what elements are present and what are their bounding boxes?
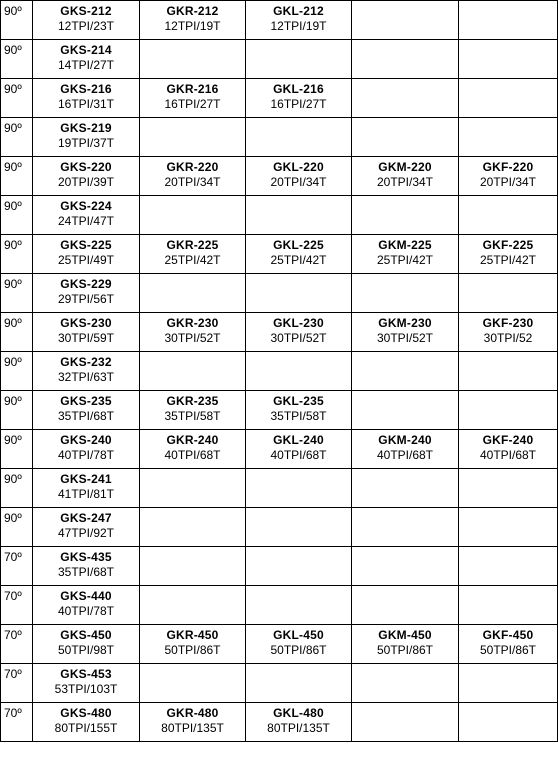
model-cell: [33, 235, 140, 274]
model-cell: [246, 352, 352, 391]
model-cell: [352, 469, 459, 508]
table-row: [1, 391, 558, 430]
model-cell: [459, 1, 558, 40]
model-cell: [33, 274, 140, 313]
model-spec: 19TPI/37T: [57, 136, 115, 150]
table-row: [1, 118, 558, 157]
model-cell: [459, 430, 558, 469]
model-spec: 25TPI/42T: [479, 253, 537, 267]
model-cell: [246, 508, 352, 547]
model-code: GKL-212: [273, 4, 324, 18]
model-cell: [246, 547, 352, 586]
model-spec: 40TPI/78T: [57, 604, 115, 618]
model-code: GKL-240: [273, 433, 324, 447]
table-row: [1, 469, 558, 508]
model-cell: [459, 586, 558, 625]
angle-cell: 90º: [1, 313, 33, 352]
model-cell: [246, 664, 352, 703]
model-cell: [33, 196, 140, 235]
table-row: [1, 547, 558, 586]
model-spec: 30TPI/52T: [270, 331, 327, 345]
table-body: [1, 1, 558, 742]
table-row: [1, 157, 558, 196]
model-code: GKS-480: [60, 706, 112, 720]
table-row: [1, 235, 558, 274]
model-cell: [33, 586, 140, 625]
model-cell: [246, 586, 352, 625]
model-code: GKS-232: [60, 355, 112, 369]
model-spec: 41TPI/81T: [57, 487, 115, 501]
model-spec: 16TPI/27T: [270, 97, 327, 111]
model-cell: [459, 274, 558, 313]
model-spec: 80TPI/135T: [161, 721, 224, 735]
model-cell: [140, 1, 246, 40]
model-code: GKR-240: [166, 433, 219, 447]
table-row: [1, 79, 558, 118]
model-spec: 50TPI/86T: [270, 643, 327, 657]
model-cell: [352, 508, 459, 547]
model-cell: [140, 430, 246, 469]
model-cell: [352, 547, 459, 586]
model-code: GKR-225: [166, 238, 219, 252]
model-cell: [140, 586, 246, 625]
model-code: GKF-220: [482, 160, 534, 174]
model-cell: [33, 430, 140, 469]
model-code: GKR-216: [166, 82, 219, 96]
model-cell: [246, 313, 352, 352]
model-cell: [352, 664, 459, 703]
model-spec: 16TPI/27T: [164, 97, 221, 111]
model-cell: [459, 352, 558, 391]
model-cell: [140, 118, 246, 157]
model-cell: [459, 157, 558, 196]
model-code: GKL-450: [273, 628, 324, 642]
angle-cell: 90º: [1, 40, 33, 79]
angle-cell: 90º: [1, 508, 33, 547]
model-code: GKR-230: [166, 316, 219, 330]
model-cell: [246, 703, 352, 742]
model-spec: 35TPI/58T: [164, 409, 221, 423]
model-code: GKS-219: [60, 121, 112, 135]
model-cell: [246, 625, 352, 664]
model-spec: 12TPI/19T: [270, 19, 327, 33]
model-cell: [140, 664, 246, 703]
model-cell: [246, 196, 352, 235]
model-cell: [459, 235, 558, 274]
model-cell: [246, 235, 352, 274]
model-cell: [459, 118, 558, 157]
model-code: GKR-220: [166, 160, 219, 174]
model-code: GKS-230: [60, 316, 112, 330]
model-code: GKF-240: [482, 433, 534, 447]
model-cell: [33, 469, 140, 508]
model-spec: 47TPI/92T: [57, 526, 115, 540]
model-cell: [33, 508, 140, 547]
model-code: GKM-225: [378, 238, 432, 252]
model-code: GKS-440: [60, 589, 112, 603]
model-spec: 25TPI/49T: [57, 253, 115, 267]
model-spec: 25TPI/42T: [164, 253, 221, 267]
angle-cell: 70º: [1, 625, 33, 664]
model-code: GKR-212: [166, 4, 219, 18]
model-cell: [352, 79, 459, 118]
model-cell: [140, 196, 246, 235]
model-code: GKL-480: [273, 706, 324, 720]
table-row: [1, 586, 558, 625]
angle-cell: 70º: [1, 586, 33, 625]
model-cell: [352, 703, 459, 742]
model-cell: [459, 469, 558, 508]
angle-cell: 90º: [1, 274, 33, 313]
table-row: [1, 196, 558, 235]
model-cell: [352, 586, 459, 625]
model-cell: [352, 352, 459, 391]
model-cell: [352, 118, 459, 157]
angle-cell: 90º: [1, 157, 33, 196]
model-spec: 14TPI/27T: [57, 58, 115, 72]
model-cell: [459, 79, 558, 118]
table-row: [1, 508, 558, 547]
model-cell: [140, 313, 246, 352]
model-cell: [33, 625, 140, 664]
model-cell: [246, 274, 352, 313]
model-code: GKS-216: [60, 82, 112, 96]
model-spec: 53TPI/103T: [54, 682, 118, 696]
model-code: GKR-235: [166, 394, 219, 408]
model-spec: 30TPI/52: [483, 331, 533, 345]
model-cell: [33, 313, 140, 352]
model-code: GKM-220: [378, 160, 432, 174]
angle-cell: 70º: [1, 703, 33, 742]
model-spec: 25TPI/42T: [270, 253, 327, 267]
model-code: GKM-240: [378, 433, 432, 447]
model-code: GKS-220: [60, 160, 112, 174]
angle-cell: 90º: [1, 469, 33, 508]
model-cell: [459, 391, 558, 430]
angle-cell: 70º: [1, 547, 33, 586]
model-cell: [352, 313, 459, 352]
model-cell: [352, 235, 459, 274]
model-spec: 20TPI/34T: [479, 175, 537, 189]
model-cell: [246, 1, 352, 40]
angle-cell: 90º: [1, 235, 33, 274]
model-spec: 20TPI/39T: [57, 175, 115, 189]
model-cell: [246, 391, 352, 430]
model-code: GKS-241: [60, 472, 112, 486]
model-code: GKL-225: [273, 238, 324, 252]
model-cell: [33, 391, 140, 430]
model-code: GKR-450: [166, 628, 219, 642]
model-code: GKM-230: [378, 316, 432, 330]
model-cell: [352, 40, 459, 79]
model-cell: [33, 703, 140, 742]
angle-cell: 90º: [1, 430, 33, 469]
table-row: [1, 313, 558, 352]
model-spec: 40TPI/68T: [376, 448, 434, 462]
model-spec: 50TPI/98T: [57, 643, 115, 657]
model-cell: [246, 118, 352, 157]
angle-cell: 90º: [1, 79, 33, 118]
model-code: GKS-229: [60, 277, 112, 291]
model-code: GKL-220: [273, 160, 324, 174]
model-cell: [246, 430, 352, 469]
table-row: [1, 274, 558, 313]
model-cell: [140, 391, 246, 430]
model-cell: [140, 469, 246, 508]
model-spec: 16TPI/31T: [57, 97, 115, 111]
model-cell: [33, 40, 140, 79]
angle-cell: 90º: [1, 391, 33, 430]
model-code: GKS-212: [60, 4, 112, 18]
model-cell: [140, 703, 246, 742]
model-code: GKF-230: [482, 316, 534, 330]
model-cell: [246, 79, 352, 118]
model-cell: [140, 352, 246, 391]
angle-cell: 90º: [1, 118, 33, 157]
model-cell: [459, 625, 558, 664]
model-spec: 25TPI/42T: [376, 253, 434, 267]
angle-cell: 90º: [1, 1, 33, 40]
model-cell: [352, 274, 459, 313]
model-cell: [459, 664, 558, 703]
table-row: [1, 1, 558, 40]
model-code: GKS-247: [60, 511, 112, 525]
model-spec: 24TPI/47T: [57, 214, 115, 228]
model-cell: [352, 157, 459, 196]
model-code: GKL-235: [273, 394, 324, 408]
model-cell: [33, 157, 140, 196]
angle-cell: 70º: [1, 664, 33, 703]
model-spec: 35TPI/68T: [57, 565, 115, 579]
model-spec: 20TPI/34T: [376, 175, 434, 189]
model-cell: [33, 547, 140, 586]
model-code: GKS-240: [60, 433, 112, 447]
model-cell: [352, 1, 459, 40]
model-cell: [352, 391, 459, 430]
model-cell: [33, 664, 140, 703]
model-cell: [140, 235, 246, 274]
table-row: [1, 664, 558, 703]
model-cell: [459, 547, 558, 586]
model-code: GKL-216: [273, 82, 324, 96]
model-code: GKS-235: [60, 394, 112, 408]
model-code: GKS-435: [60, 550, 112, 564]
model-code: GKR-480: [166, 706, 219, 720]
table-row: [1, 352, 558, 391]
model-code: GKF-450: [482, 628, 534, 642]
model-cell: [33, 1, 140, 40]
angle-cell: 90º: [1, 352, 33, 391]
model-spec: 80TPI/155T: [54, 721, 118, 735]
model-cell: [140, 274, 246, 313]
model-cell: [246, 40, 352, 79]
model-spec: 30TPI/59T: [57, 331, 115, 345]
angle-cell: 90º: [1, 196, 33, 235]
model-cell: [140, 547, 246, 586]
model-code: GKS-214: [60, 43, 112, 57]
model-cell: [140, 157, 246, 196]
model-spec: 20TPI/34T: [164, 175, 221, 189]
model-cell: [33, 352, 140, 391]
model-cell: [246, 469, 352, 508]
model-cell: [459, 508, 558, 547]
model-cell: [352, 430, 459, 469]
model-spec: 29TPI/56T: [57, 292, 115, 306]
model-code: GKS-453: [60, 667, 112, 681]
model-spec: 80TPI/135T: [267, 721, 330, 735]
model-spec: 40TPI/68T: [164, 448, 221, 462]
model-cell: [140, 79, 246, 118]
model-cell: [140, 40, 246, 79]
model-cell: [459, 313, 558, 352]
model-code: GKS-224: [60, 199, 112, 213]
model-code: GKL-230: [273, 316, 324, 330]
model-spec: 50TPI/86T: [376, 643, 434, 657]
model-code: GKF-225: [482, 238, 534, 252]
model-spec: 40TPI/78T: [57, 448, 115, 462]
model-spec: 30TPI/52T: [164, 331, 221, 345]
table-row: [1, 703, 558, 742]
model-code: GKS-450: [60, 628, 112, 642]
model-spec: 35TPI/68T: [57, 409, 115, 423]
model-spec: 30TPI/52T: [376, 331, 434, 345]
model-cell: [140, 508, 246, 547]
table-row: [1, 40, 558, 79]
table-row: [1, 625, 558, 664]
model-spec: 40TPI/68T: [479, 448, 537, 462]
model-cell: [352, 196, 459, 235]
model-cell: [33, 118, 140, 157]
model-cell: [459, 703, 558, 742]
model-spec: 50TPI/86T: [164, 643, 221, 657]
model-spec: 12TPI/23T: [57, 19, 115, 33]
model-cell: [33, 79, 140, 118]
model-code: GKS-225: [60, 238, 112, 252]
model-spec: 20TPI/34T: [270, 175, 327, 189]
model-cell: [459, 40, 558, 79]
model-code: GKM-450: [378, 628, 432, 642]
model-spec: 12TPI/19T: [164, 19, 221, 33]
model-cell: [352, 625, 459, 664]
model-spec: 35TPI/58T: [270, 409, 327, 423]
table-row: [1, 430, 558, 469]
model-cell: [459, 196, 558, 235]
model-cell: [140, 625, 246, 664]
model-spec: 32TPI/63T: [57, 370, 115, 384]
model-spec: 40TPI/68T: [270, 448, 327, 462]
model-spec: 50TPI/86T: [479, 643, 537, 657]
model-cell: [246, 157, 352, 196]
